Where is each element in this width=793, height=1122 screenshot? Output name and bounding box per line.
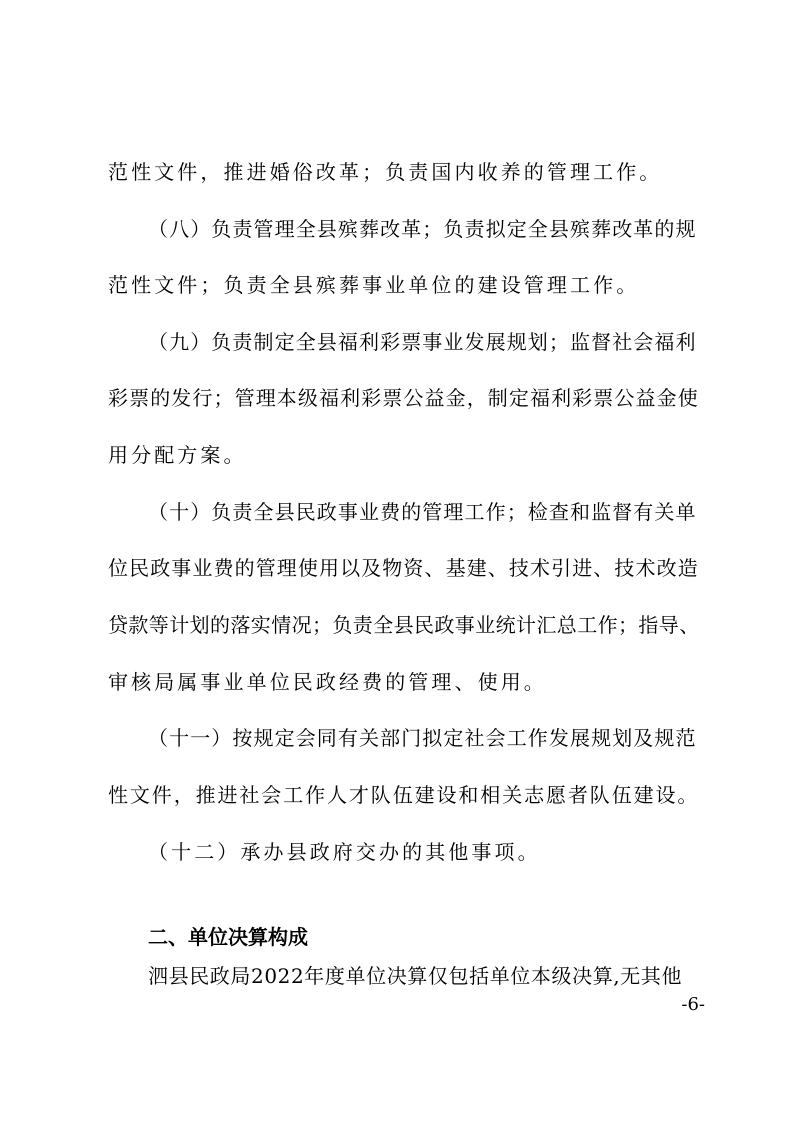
paragraph-line: （十）负责全县民政事业费的管理工作；检查和监督有关单 [148, 500, 697, 524]
paragraph-line: （八）负责管理全县殡葬改革；负责拟定全县殡葬改革的规 [148, 217, 697, 241]
paragraph-line: 位民政事业费的管理使用以及物资、基建、技术引进、技术改造 [108, 556, 699, 580]
paragraph-line: （九）负责制定全县福利彩票事业发展规划；监督社会福利 [148, 330, 697, 354]
paragraph-line: 用分配方案。 [108, 443, 247, 467]
section-heading: 二、单位决算构成 [148, 925, 308, 949]
paragraph-line: 彩票的发行；管理本级福利彩票公益金，制定福利彩票公益金使 [108, 386, 699, 410]
page-number: -6- [681, 994, 705, 1015]
paragraph-line: （十二）承办县政府交办的其他事项。 [148, 840, 541, 864]
section-text: 泗县民政局2022年度单位决算仅包括单位本级决算,无其他 [148, 964, 683, 988]
paragraph-line: 贷款等计划的落实情况；负责全县民政事业统计汇总工作；指导、 [108, 613, 700, 637]
paragraph-line: 性文件，推进社会工作人才队伍建设和相关志愿者队伍建设。 [108, 783, 700, 807]
paragraph-line: （十一）按规定会同有关部门拟定社会工作发展规划及规范 [148, 726, 697, 750]
paragraph-line: 范性文件；负责全县殡葬事业单位的建设管理工作。 [108, 273, 640, 297]
paragraph-line: 范性文件，推进婚俗改革；负责国内收养的管理工作。 [108, 160, 663, 184]
paragraph-line: 审核局属事业单位民政经费的管理、使用。 [108, 670, 547, 694]
